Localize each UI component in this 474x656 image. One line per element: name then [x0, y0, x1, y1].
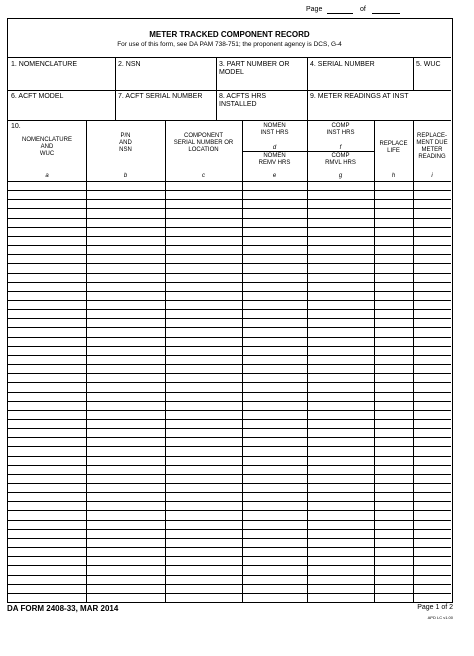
col-letter-g: g	[338, 173, 343, 179]
version-label: APD LC v1.00	[427, 615, 453, 620]
table-row[interactable]	[8, 245, 451, 246]
table-row[interactable]	[8, 355, 451, 356]
col-header-a: NOMENCLATURE AND WUC	[22, 137, 72, 157]
table-row[interactable]	[8, 456, 451, 457]
table-row[interactable]	[8, 327, 451, 328]
table-row[interactable]	[8, 273, 451, 274]
col-letter-e: e	[272, 173, 277, 179]
col-letter-b: b	[123, 173, 128, 179]
field-serial-number[interactable]: 4. SERIAL NUMBER	[310, 61, 375, 68]
col-letter-c: c	[202, 173, 205, 179]
table-row[interactable]	[8, 208, 451, 209]
table-row[interactable]	[8, 538, 451, 539]
col-letter-i: i	[431, 173, 433, 179]
field-acfts-hrs-installed[interactable]: 8. ACFTS HRS INSTALLED	[219, 93, 267, 108]
col-header-i: REPLACE- MENT DUE METER READING	[416, 133, 448, 160]
table-row[interactable]	[8, 565, 451, 566]
table-row[interactable]	[8, 593, 451, 594]
col-header-b: P/N AND NSN	[119, 133, 132, 153]
col-header-d: NOMEN INST HRS	[260, 123, 289, 136]
table-row[interactable]	[8, 337, 451, 338]
table-row[interactable]	[8, 382, 451, 383]
form-container	[7, 18, 453, 603]
data-table	[8, 181, 451, 602]
col-letter-f: f	[339, 145, 342, 151]
col-header-f: COMP INST HRS	[326, 123, 355, 136]
field-meter-readings[interactable]: 9. METER READINGS AT INST	[310, 93, 409, 100]
table-row[interactable]	[8, 190, 451, 191]
table-row[interactable]	[8, 465, 451, 466]
table-row[interactable]	[8, 520, 451, 521]
table-row[interactable]	[8, 318, 451, 319]
table-row[interactable]	[8, 263, 451, 264]
table-row[interactable]	[8, 410, 451, 411]
table-row[interactable]	[8, 373, 451, 374]
table-row[interactable]	[8, 236, 451, 237]
field-wuc[interactable]: 5. WUC	[416, 61, 441, 68]
table-row[interactable]	[8, 575, 451, 576]
table-row[interactable]	[8, 346, 451, 347]
table-row[interactable]	[8, 428, 451, 429]
page-label: Page	[306, 6, 323, 13]
field-part-number[interactable]: 3. PART NUMBER OR MODEL	[219, 61, 290, 76]
field-acft-serial[interactable]: 7. ACFT SERIAL NUMBER	[118, 93, 203, 100]
col-header-c: COMPONENT SERIAL NUMBER OR LOCATION	[173, 133, 234, 153]
table-row[interactable]	[8, 254, 451, 255]
table-row[interactable]	[8, 437, 451, 438]
table-row[interactable]	[8, 501, 451, 502]
field-nsn[interactable]: 2. NSN	[118, 61, 141, 68]
table-row[interactable]	[8, 547, 451, 548]
col-header-e: NOMEN REMV HRS	[258, 153, 291, 166]
table-row[interactable]	[8, 556, 451, 557]
of-label: of	[360, 6, 366, 13]
table-row[interactable]	[8, 584, 451, 585]
table-row[interactable]	[8, 199, 451, 200]
page-info: Page 1 of 2	[417, 604, 453, 611]
page-number-field[interactable]	[327, 5, 353, 14]
field-acft-model[interactable]: 6. ACFT MODEL	[11, 93, 64, 100]
col-letter-h: h	[391, 173, 396, 179]
form-title: METER TRACKED COMPONENT RECORD	[149, 30, 310, 39]
page-total-field[interactable]	[372, 5, 400, 14]
table-row[interactable]	[8, 309, 451, 310]
table-row[interactable]	[8, 291, 451, 292]
table-row[interactable]	[8, 474, 451, 475]
table-row[interactable]	[8, 364, 451, 365]
form-subtitle: For use of this form, see DA PAM 738-751; the proponent agency is DCS, G-4	[117, 41, 342, 48]
table-row[interactable]	[8, 483, 451, 484]
field-nomenclature[interactable]: 1. NOMENCLATURE	[11, 61, 77, 68]
table-row[interactable]	[8, 227, 451, 228]
section-10-label: 10.	[11, 123, 21, 130]
table-row[interactable]	[8, 529, 451, 530]
col-letter-a: a	[45, 173, 49, 179]
table-row[interactable]	[8, 492, 451, 493]
table-row[interactable]	[8, 446, 451, 447]
table-row[interactable]	[8, 419, 451, 420]
col-header-h: REPLACE LIFE	[379, 141, 408, 154]
table-row[interactable]	[8, 392, 451, 393]
table-row[interactable]	[8, 218, 451, 219]
table-row[interactable]	[8, 282, 451, 283]
table-row[interactable]	[8, 510, 451, 511]
form-id: DA FORM 2408-33, MAR 2014	[7, 604, 119, 613]
col-letter-d: d	[272, 145, 277, 151]
table-row[interactable]	[8, 401, 451, 402]
col-header-g: COMP RMVL HRS	[325, 153, 356, 166]
table-row[interactable]	[8, 300, 451, 301]
